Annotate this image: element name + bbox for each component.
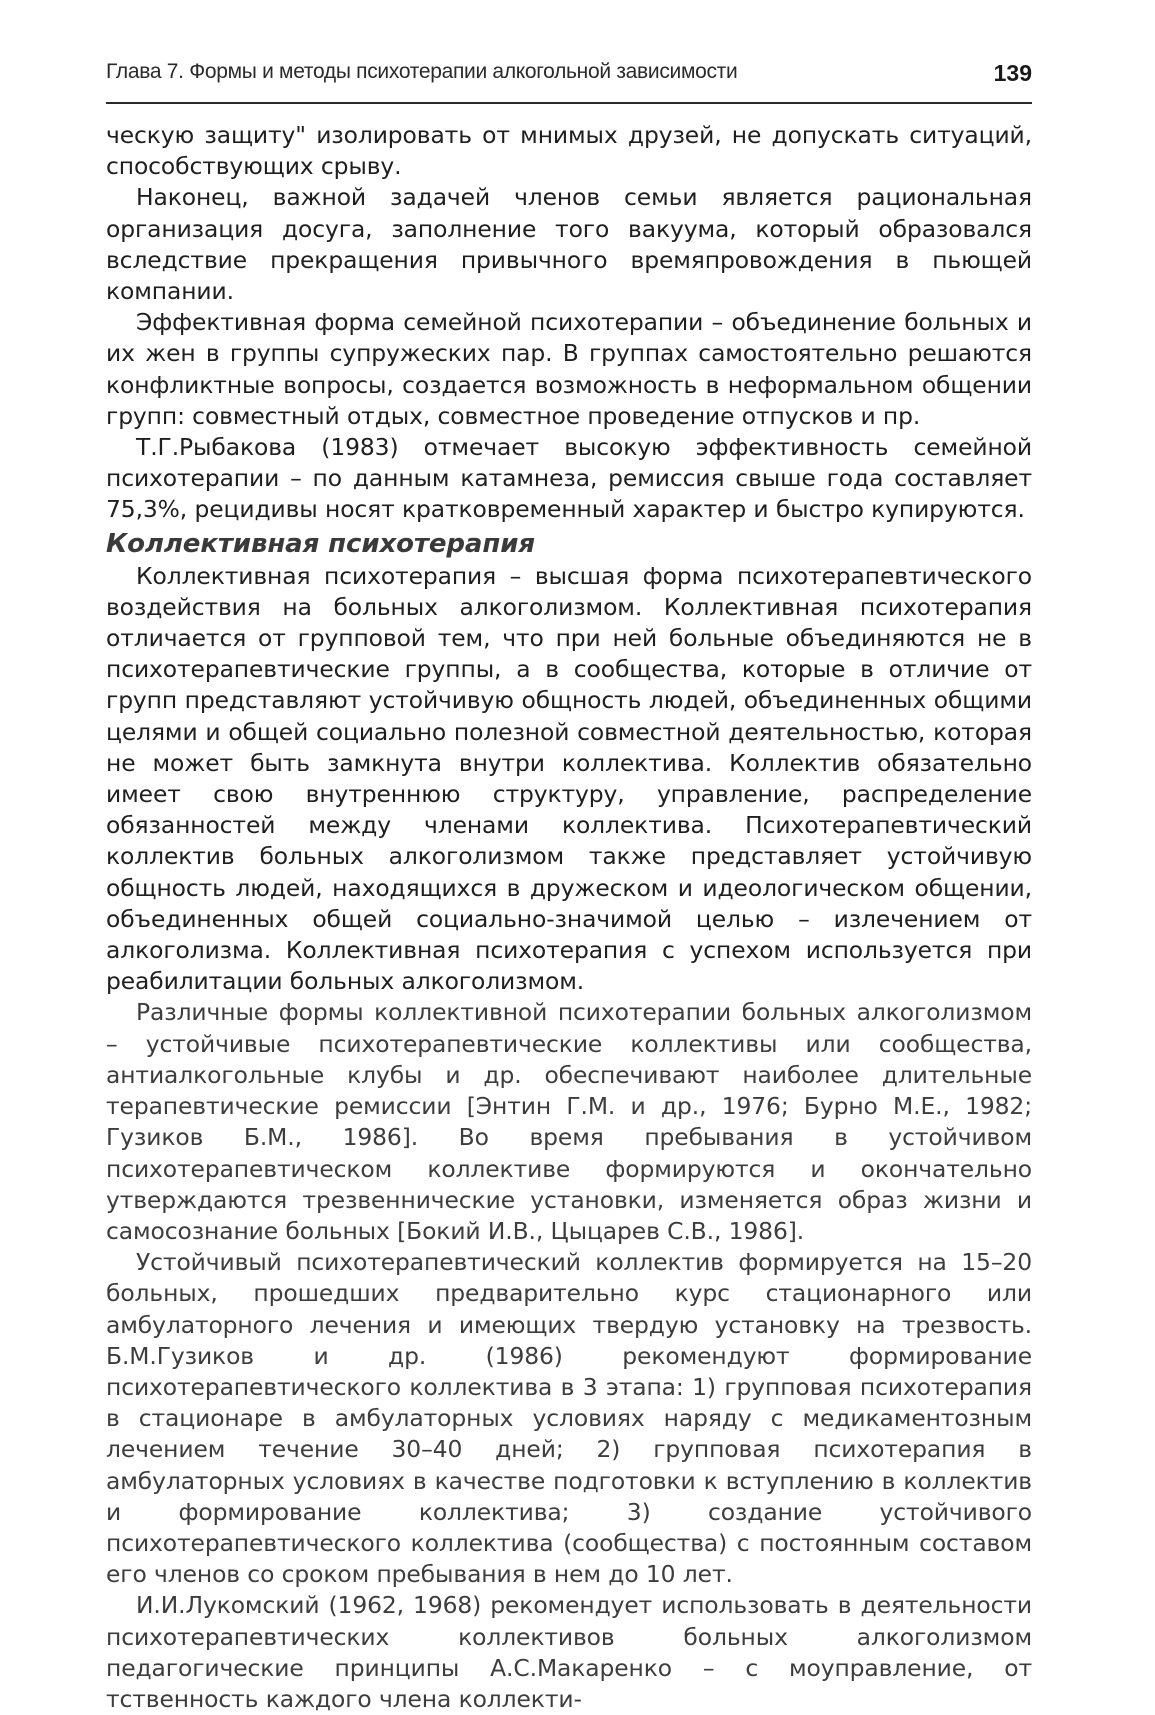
page-number: 139: [993, 60, 1032, 86]
paragraph-collective-definition: Коллективная психотерапия – высшая форма психотерапевтического воздействия на больных алкоголизмом. Коллективная психотерапия отличается от групповой тем, что при ней больные объединяются не в психотерапевтические группы, а в сообщества, которые в отличие от групп представляют устойчивую общность людей, объединенных общими целями и общей социально полезной совместной деятельностью, которая не может быть замкнута внутри коллектива. Коллектив обязательно имеет свою внутреннюю структуру, управление, распределение обязанностей между членами коллектива. Психотерапевтический коллектив больных алкоголизмом также представляет устойчивую общность людей, находящихся в дружеском и идеологическом общении, объединенных общей социально-значимой целью – излечением от алкоголизма. Коллективная психотерапия с успехом используется при реабилитации больных алкоголизмом.: [106, 561, 1032, 996]
body-text: [106, 120, 1032, 1715]
paragraph-collective-formation: Устойчивый психотерапевтический коллектив формируется на 15–20 больных, прошедших предварительно курс стационарного или амбулаторного лечения и имеющих твердую установку на трезвость. Б.М.Гузиков и др. (1986) рекомендуют формирование психотерапевтического коллектива в 3 этапа: 1) групповая психотерапия в стационаре в амбулаторных условиях наряду с медикаментозным лечением течение 30–40 дней; 2) групповая психотерапия в амбулаторных условиях в качестве подготовки к вступлению в коллектив и формирование коллектива; 3) создание устойчивого психотерапевтического коллектива (сообщества) с постоянным составом его членов со сроком пребывания в нем до 10 лет.: [106, 1248, 1032, 1589]
paragraph-rybakova: Т.Г.Рыбакова (1983) отмечает высокую эффективность семейной психотерапии – по данным катамнеза, ремиссия свыше года составляет 75,3%, рецидивы носят кратковременный характер и быстро купируются.: [106, 433, 1032, 524]
paragraph-lukomsky: И.И.Лукомский (1962, 1968) рекомендует использовать в деятельности психотерапевтических коллективов больных алкоголизмом педагогические принципы А.С.Макаренко – с моуправление, от тственность каждого члена коллекти-: [106, 1591, 1032, 1713]
paragraph-leisure: Наконец, важной задачей членов семьи является рациональная организация досуга, заполнение того вакуума, который образовался вследствие прекращения привычного времяпровождения в пьющей компании.: [106, 183, 1032, 306]
paragraph-couples-groups: Эффективная форма семейной психотерапии – объединение больных и их жен в группы супружеских пар. В группах самостоятельно решаются конфликтные вопросы, создается возможность в неформальном общении групп: совместный отдых, совместное проведение отпусков и пр.: [106, 308, 1032, 430]
section-heading: Коллективная психотерапия: [106, 528, 535, 559]
paragraph-collective-forms: Различные формы коллективной психотерапии больных алкоголизмом – устойчивые психотерапевтические коллективы или сообщества, антиалкогольные клубы и др. обеспечивают наиболее длительные терапевтические ремиссии [Энтин Г.М. и др., 1976; Бурно М.Е., 1982; Гузиков Б.М., 1986]. Во время пребывания в устойчивом психотерапевтическом коллективе формируются и окончательно утверждаются трезвеннические установки, изменяется образ жизни и самосознание больных [Бокий И.В., Цыцарев С.В., 1986].: [106, 998, 1032, 1245]
running-head: [106, 60, 1032, 104]
chapter-title: Глава 7. Формы и методы психотерапии алкогольной зависимости: [106, 60, 738, 83]
paragraph-continuation: ческую защиту" изолировать от мнимых друзей, не допускать ситуаций, способствующих срыву.: [106, 121, 1032, 181]
